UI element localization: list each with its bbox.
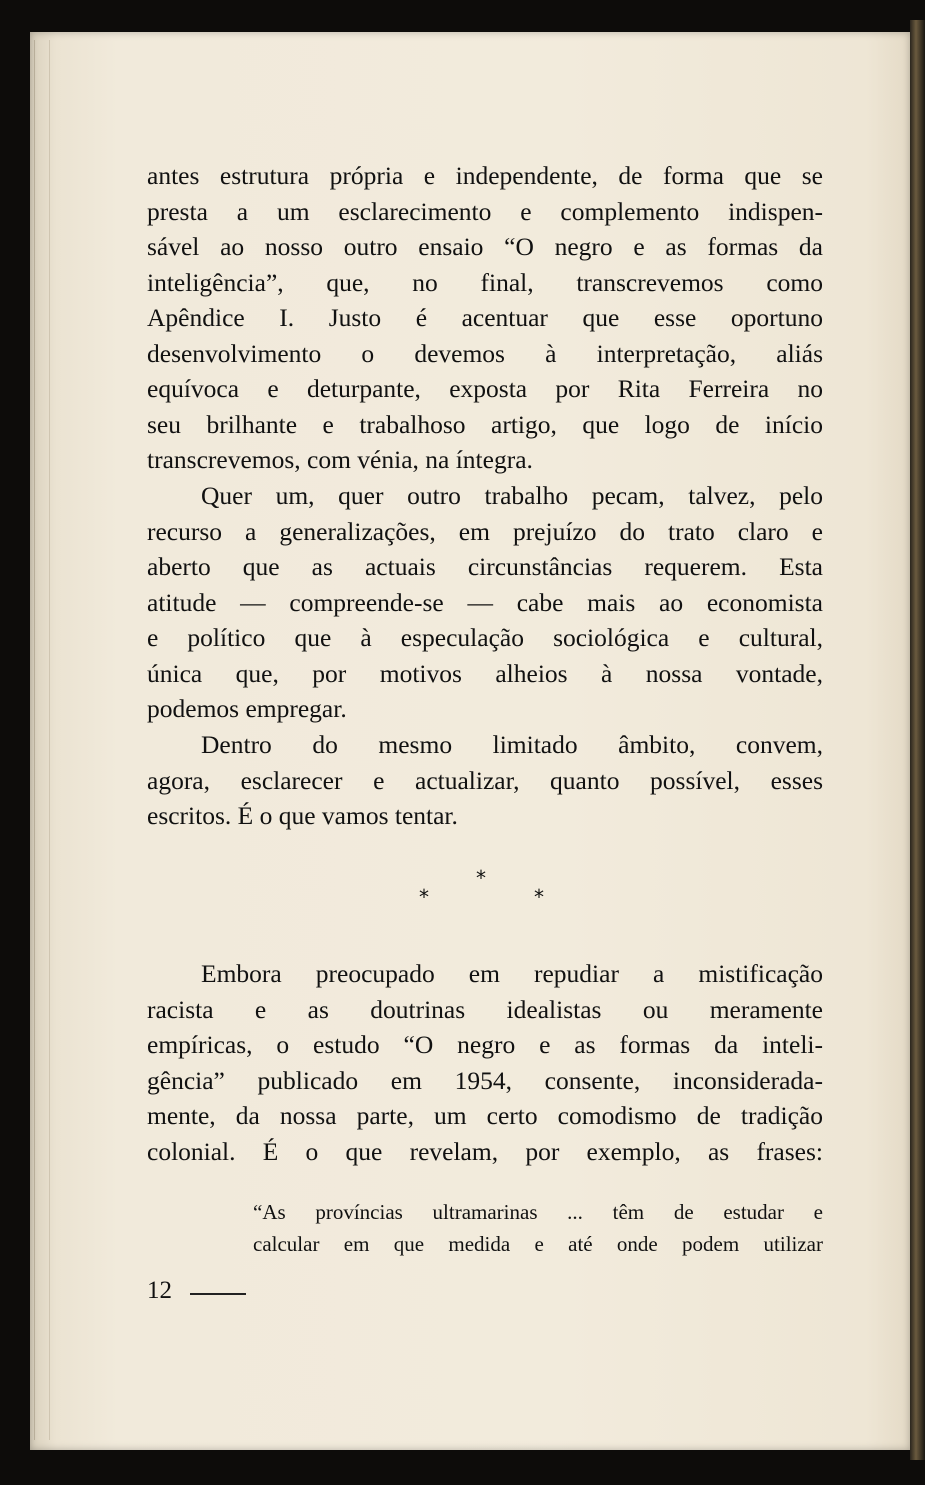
text-line: seu brilhante e trabalhoso artigo, que logo de início (147, 409, 823, 439)
block-quote (253, 1196, 823, 1260)
text-line: Quer um, quer outro trabalho pecam, talvez, pelo (201, 481, 823, 510)
book-right-edge (910, 20, 925, 1460)
paragraph-2 (147, 478, 823, 727)
text-line: mente, da nossa parte, um certo comodismo de tradição (147, 1101, 823, 1130)
text-line: atitude — compreende-se — cabe mais ao economista (147, 587, 823, 617)
text-line: transcrevemos, com vénia, na íntegra. (147, 445, 533, 474)
text-line: antes estrutura própria e independente, de forma que se (147, 161, 823, 190)
quote-line: calcular em que medida e até onde podem utilizar (253, 1232, 823, 1256)
text-line: Apêndice I. Justo é acentuar que esse oportuno (147, 303, 823, 332)
page-binding-edge (34, 40, 50, 1440)
text-line: presta a um esclarecimento e complemento indispen- (147, 196, 823, 226)
text-line: colonial. É o que revelam, por exemplo, as frases: (147, 1136, 823, 1166)
text-line: podemos empregar. (147, 694, 347, 723)
text-line: sável ao nosso outro ensaio “O negro e as formas da (147, 232, 823, 261)
text-line: recurso a generalizações, em prejuízo do trato claro e (147, 516, 823, 546)
text-line: agora, esclarecer e actualizar, quanto possível, esses (147, 765, 823, 795)
text-line: racista e as doutrinas idealistas ou meramente (147, 994, 823, 1024)
text-line: e político que à especulação sociológica e cultural, (147, 623, 823, 652)
text-line: gência” publicado em 1954, consente, inconsiderada- (147, 1065, 823, 1095)
text-line: escritos. É o que vamos tentar. (147, 801, 458, 830)
quote-line: “As províncias ultramarinas ... têm de estudar e (253, 1200, 823, 1224)
text-line: única que, por motivos alheios à nossa vontade, (147, 658, 823, 688)
text-line: Embora preocupado em repudiar a mistificação (201, 959, 823, 988)
text-line: Dentro do mesmo limitado âmbito, convem, (201, 730, 823, 759)
separator-star: * (476, 866, 486, 890)
text-line: desenvolvimento o devemos à interpretação, aliás (147, 338, 823, 368)
text-line: empíricas, o estudo “O negro e as formas da inteli- (147, 1030, 823, 1059)
separator-star: * (419, 885, 429, 909)
paragraph-3 (147, 727, 823, 834)
paragraph-4 (147, 956, 823, 1169)
page-number-rule (190, 1293, 246, 1295)
page-number: 12 (147, 1277, 172, 1304)
text-line: inteligência”, que, no final, transcrevemos como (147, 267, 823, 297)
paragraph-1 (147, 158, 823, 478)
text-line: equívoca e deturpante, exposta por Rita Ferreira no (147, 374, 823, 403)
separator-star: * (534, 885, 544, 909)
text-line: aberto que as actuais circunstâncias requerem. Esta (147, 552, 823, 581)
